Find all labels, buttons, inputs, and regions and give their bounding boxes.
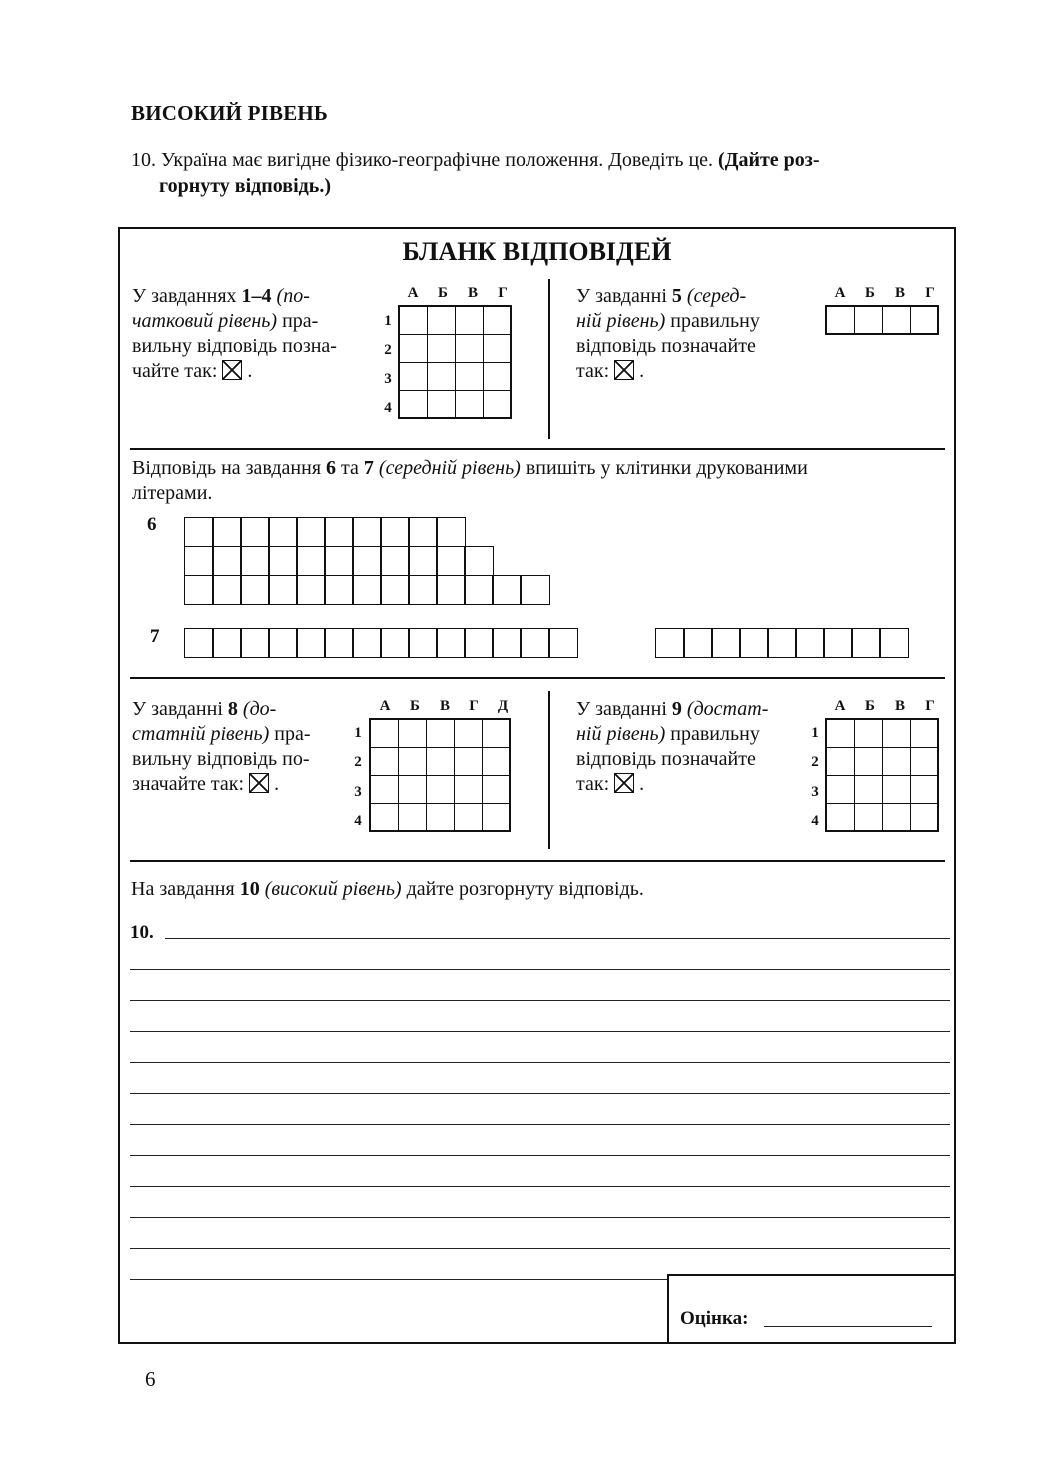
grade-label: Оцінка:: [680, 1308, 749, 1329]
row-header: 2: [811, 754, 819, 770]
row-header: 4: [811, 813, 819, 829]
col-header: Б: [865, 698, 875, 714]
col-header: Г: [925, 285, 935, 301]
row-header: 2: [384, 342, 392, 358]
cross-mark-icon: [614, 773, 634, 793]
section-divider: [130, 860, 945, 862]
letter-cells-6-row1[interactable]: [184, 517, 466, 547]
col-header: Б: [410, 698, 420, 714]
answer-grid-9[interactable]: [825, 718, 939, 832]
answer-grid-1-4[interactable]: [398, 305, 512, 419]
row-header: 3: [354, 784, 362, 800]
grade-input-line[interactable]: [764, 1326, 932, 1327]
row-header: 2: [354, 754, 362, 770]
col-header: А: [407, 285, 419, 301]
answer-line[interactable]: [130, 1124, 950, 1125]
question-hint-1: (Дайте роз-: [718, 149, 820, 171]
answer-line[interactable]: [130, 1000, 950, 1001]
row-header: 1: [354, 725, 362, 741]
answer-line[interactable]: [130, 1217, 950, 1218]
block-9-instructions: У завданні 9 (достат- ній рівень) правильну відповідь позначайте так: .: [576, 698, 769, 795]
block-1-4-instructions: У завданнях 1–4 (по- чатковий рівень) пра- вильну відповідь позна- чайте так: .: [132, 285, 337, 382]
col-header: В: [894, 285, 905, 301]
question-hint-2: горнуту відповідь.): [159, 175, 332, 197]
letter-cells-7-left[interactable]: [184, 628, 578, 658]
block-6-7-instructions: Відповідь на завдання 6 та 7 (середній рівень) впишіть у клітинки друкованими літерами.: [132, 457, 808, 504]
col-header: Б: [438, 285, 448, 301]
answer-line[interactable]: [130, 1062, 950, 1063]
divider: [548, 691, 550, 849]
row-header: 1: [384, 313, 392, 329]
level-heading: ВИСОКИЙ РІВЕНЬ: [131, 101, 329, 125]
answer-line[interactable]: [130, 1155, 950, 1156]
page-number: 6: [145, 1367, 156, 1391]
col-header: А: [379, 698, 391, 714]
row-header: 4: [384, 400, 392, 416]
answer-grid-8[interactable]: [369, 718, 511, 832]
col-header: Д: [497, 698, 509, 714]
answer-line[interactable]: [130, 1279, 668, 1280]
answer-line[interactable]: [165, 938, 950, 939]
question-text: Україна має вигідне фізико-географічне положення. Доведіть це.: [161, 149, 714, 171]
answer-line[interactable]: [130, 1093, 950, 1094]
letter-cells-6-row2[interactable]: [184, 546, 494, 576]
letter-cells-7-right[interactable]: [655, 628, 909, 658]
answer-line[interactable]: [130, 1248, 950, 1249]
answer-sheet-title: БЛАНК ВІДПОВІДЕЙ: [402, 237, 672, 266]
col-header: В: [894, 698, 905, 714]
cross-mark-icon: [614, 360, 634, 380]
row-header: 3: [811, 784, 819, 800]
task-6-label: 6: [147, 514, 157, 535]
question-10: [131, 147, 941, 199]
row-header: 3: [384, 371, 392, 387]
col-header: Б: [865, 285, 875, 301]
block-5-instructions: У завданні 5 (серед- ній рівень) правильну відповідь позначайте так: .: [576, 285, 760, 382]
cross-mark-icon: [249, 773, 269, 793]
col-header: А: [834, 698, 846, 714]
col-header: А: [834, 285, 846, 301]
col-header: В: [467, 285, 478, 301]
col-header: Г: [469, 698, 479, 714]
row-header: 4: [354, 813, 362, 829]
question-number: 10.: [131, 149, 156, 171]
task-10-label: 10.: [130, 922, 154, 943]
col-header: Г: [498, 285, 508, 301]
answer-grid-5[interactable]: [825, 305, 939, 335]
answer-line[interactable]: [130, 1186, 950, 1187]
section-divider: [130, 677, 945, 679]
task-7-label: 7: [150, 626, 160, 647]
divider: [548, 279, 550, 439]
letter-cells-6-row3[interactable]: [184, 575, 550, 605]
row-header: 1: [811, 725, 819, 741]
answer-line[interactable]: [130, 1031, 950, 1032]
cross-mark-icon: [222, 360, 242, 380]
section-divider: [130, 448, 945, 450]
answer-line[interactable]: [130, 969, 950, 970]
col-header: Г: [925, 698, 935, 714]
block-8-instructions: У завданні 8 (до- статній рівень) пра- вильну відповідь по- значайте так: .: [132, 698, 311, 795]
block-10-instructions: На завдання 10 (високий рівень) дайте розгорнуту відповідь.: [131, 878, 644, 900]
col-header: В: [439, 698, 450, 714]
